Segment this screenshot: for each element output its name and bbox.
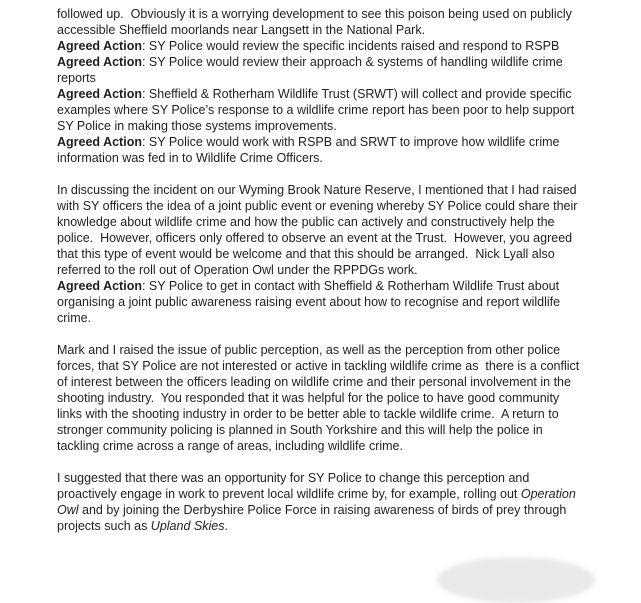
text-line	[57, 214, 597, 230]
text-line	[57, 358, 597, 374]
paragraph	[57, 182, 597, 326]
document-body	[57, 6, 597, 534]
paragraph	[57, 342, 597, 454]
text-run: Mark and I raised the issue of public perception, as well as the perception from other police	[57, 343, 561, 357]
text-line	[57, 246, 597, 262]
text-line	[57, 54, 597, 70]
text-line	[57, 38, 597, 54]
text-line	[57, 310, 597, 326]
text-run: Agreed Action	[57, 279, 142, 293]
paragraph	[57, 470, 597, 534]
text-line	[57, 390, 597, 406]
text-line	[57, 22, 597, 38]
text-run: reports	[57, 71, 96, 85]
text-run: projects such as	[57, 519, 151, 533]
text-line	[57, 150, 597, 166]
text-run: tackling crime across a range of areas, including wildlife crime.	[57, 439, 403, 453]
text-run: knowledge about wildlife crime and how the public can actively and constructively help the	[57, 215, 555, 229]
text-run: .	[224, 519, 228, 533]
text-run: and by joining the Derbyshire Police Force in raising awareness of birds of prey through	[78, 503, 567, 517]
text-line	[57, 6, 597, 22]
text-line	[57, 470, 597, 486]
text-run: crime.	[57, 311, 92, 325]
text-line	[57, 278, 597, 294]
text-run: SY Police in making those systems improvements.	[57, 119, 337, 133]
text-line	[57, 342, 597, 358]
text-run: : Sheffield & Rotherham Wildlife Trust (SRWT) will collect and provide specific	[141, 87, 572, 101]
text-run: of interest between the officers leading on wildlife crime and their personal involvement in the	[57, 375, 571, 389]
text-line	[57, 70, 597, 86]
text-run: : SY Police would review their approach & systems of handling wildlife crime	[141, 55, 563, 69]
text-line	[57, 374, 597, 390]
text-run: Upland Skies	[150, 519, 225, 533]
text-run: accessible Sheffield moorlands near Langsett in the National Park.	[57, 23, 426, 37]
text-line	[57, 118, 597, 134]
text-run: stronger community policing is planned in South Yorkshire and this will help the police in	[57, 423, 543, 437]
text-run: police. However, officers only offered to observe an event at the Trust. However, you agreed	[57, 231, 573, 245]
text-run: : SY Police to get in contact with Sheffield & Rotherham Wildlife Trust about	[141, 279, 560, 293]
text-line	[57, 406, 597, 422]
text-run: links with the shooting industry in order to be better able to tackle wildlife crime. A return to	[57, 407, 559, 421]
text-run: Agreed Action	[57, 135, 142, 149]
text-run: : SY Police would review the specific incidents raised and respond to RSPB	[141, 39, 560, 53]
text-line	[57, 230, 597, 246]
text-run: organising a joint public awareness raising event about how to recognise and report wildlife	[57, 295, 561, 309]
text-line	[57, 262, 597, 278]
text-run: In discussing the incident on our Wyming Brook Nature Reserve, I mentioned that I had raised	[57, 183, 577, 197]
text-run: I suggested that there was an opportunity for SY Police to change this perception and	[57, 471, 530, 485]
text-run: forces, that SY Police are not interested or active in tackling wildlife crime as there is a conflict	[57, 359, 580, 373]
paragraph	[57, 6, 597, 166]
text-run: Agreed Action	[57, 55, 142, 69]
watermark-ellipse	[437, 557, 595, 603]
text-line	[57, 102, 597, 118]
text-run: with SY officers the idea of a joint public event or evening whereby SY Police could share their	[57, 199, 578, 213]
text-line	[57, 438, 597, 454]
text-run: Agreed Action	[57, 39, 142, 53]
text-run: proactively engage in work to prevent local wildlife crime by, for example, rolling out	[57, 487, 521, 501]
text-run: examples where SY Police’s response to a wildlife crime report has been poor to help support	[57, 103, 575, 117]
text-run: : SY Police would work with RSPB and SRWT to improve how wildlife crime	[141, 135, 560, 149]
text-line	[57, 486, 597, 502]
text-run: followed up. Obviously it is a worrying development to see this poison being used on publicly	[57, 7, 572, 21]
text-run: Agreed Action	[57, 87, 142, 101]
text-run: that this type of event would be welcome and that this should be arranged. Nick Lyall also	[57, 247, 555, 261]
text-line	[57, 422, 597, 438]
text-run: information was fed in to Wildlife Crime Officers.	[57, 151, 323, 165]
text-line	[57, 182, 597, 198]
text-line	[57, 518, 597, 534]
text-line	[57, 502, 597, 518]
text-run: shooting industry. You responded that it was helpful for the police to have good community	[57, 391, 560, 405]
text-line	[57, 294, 597, 310]
text-line	[57, 134, 597, 150]
text-line	[57, 86, 597, 102]
text-run: Owl	[57, 503, 79, 517]
text-run: Operation	[520, 487, 576, 501]
text-run: referred to the roll out of Operation Owl under the RPPDGs work.	[57, 263, 418, 277]
text-line	[57, 198, 597, 214]
